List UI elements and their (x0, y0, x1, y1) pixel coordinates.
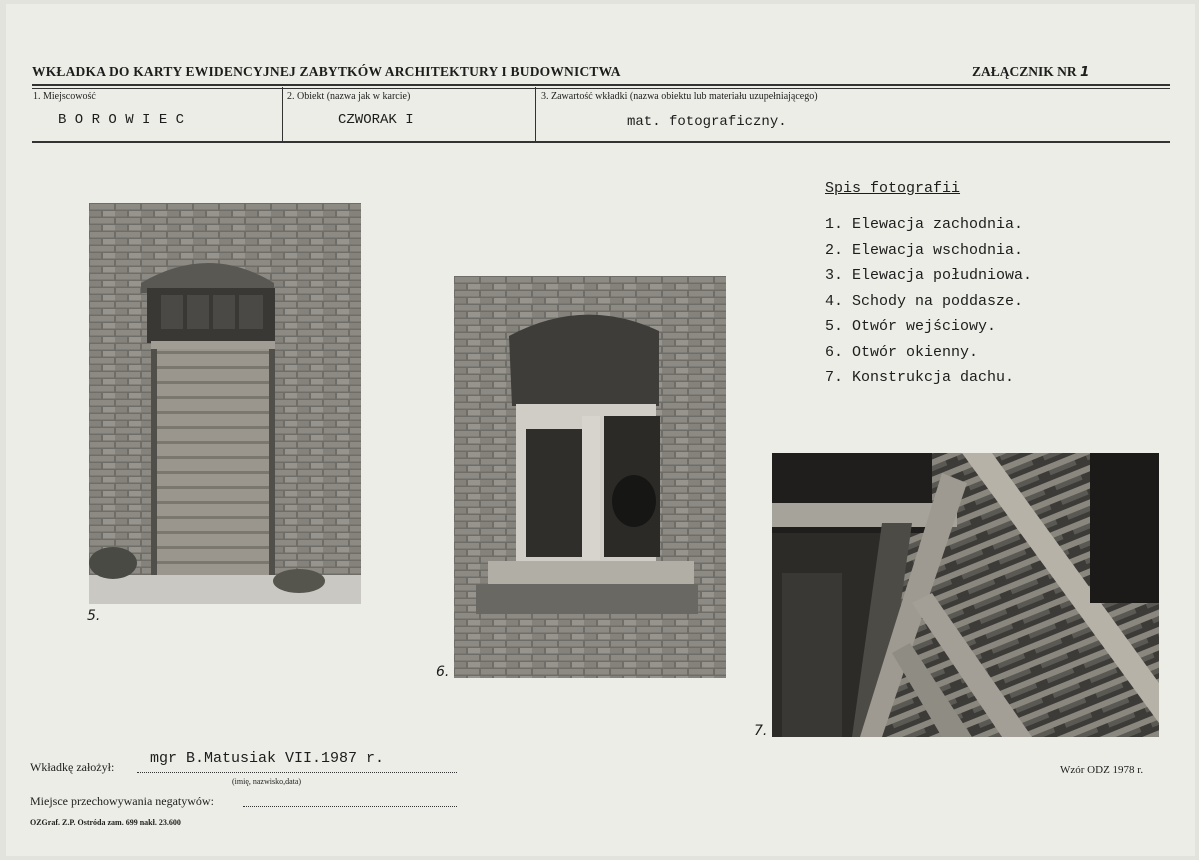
photo-list-item: 2. Elewacja wschodnia. (825, 241, 1024, 259)
photo-number-7: 7. (754, 723, 768, 739)
field-divider-1 (282, 87, 283, 141)
header-rule-top (32, 84, 1170, 86)
photo-number-5: 5. (87, 608, 101, 624)
prepared-by-line (137, 772, 457, 773)
prepared-by-label: Wkładkę założył: (30, 760, 115, 774)
photo-list-item: 7. Konstrukcja dachu. (825, 369, 1015, 386)
annex-label (972, 64, 1089, 80)
field-label-contents: 3. Zawartość wkładki (nazwa obiektu lub materiału uzupełniającego) (541, 91, 818, 102)
printer-imprint: OZGraf. Z.P. Ostróda zam. 699 nakł. 23.600 (30, 818, 181, 827)
field-divider-2 (535, 87, 536, 141)
header-rule-bottom (32, 141, 1170, 143)
photo-list-title: Spis fotografii (825, 180, 961, 197)
negatives-label: Miejsce przechowywania negatywów: (30, 794, 214, 808)
photo-list-item: 1. Elewacja zachodnia. (825, 216, 1024, 233)
photo-window (454, 276, 726, 678)
prepared-by-hint: (imię, nazwisko,data) (232, 777, 302, 786)
photo-list (825, 212, 1032, 391)
field-value-contents: mat. fotograficzny. (627, 114, 787, 130)
field-value-object: CZWORAK I (338, 112, 414, 128)
annex-label-text: ZAŁĄCZNIK NR (972, 64, 1077, 79)
photo-number-6: 6. (436, 664, 450, 680)
photo-list-item: 6. Otwór okienny. (825, 343, 979, 361)
header-rule-top-thin (32, 88, 1170, 89)
template-label: Wzór ODZ 1978 r. (1060, 764, 1144, 776)
prepared-by-value: mgr B.Matusiak VII.1987 r. (150, 750, 385, 767)
photo-list-item: 3. Elewacja południowa. (825, 267, 1033, 284)
document-title: WKŁADKA DO KARTY EWIDENCYJNEJ ZABYTKÓW ARCHITEKTURY I BUDOWNICTWA (32, 64, 621, 79)
photo-list-item: 4. Schody na poddasze. (825, 292, 1024, 310)
field-value-locality: B O R O W I E C (58, 112, 185, 128)
annex-number: 1 (1080, 64, 1090, 80)
negatives-line (243, 806, 457, 807)
photo-door (89, 203, 361, 604)
field-label-locality: 1. Miejscowość (33, 91, 96, 102)
field-label-object: 2. Obiekt (nazwa jak w karcie) (287, 91, 411, 102)
photo-list-item: 5. Otwór wejściowy. (825, 318, 997, 335)
photo-roof (772, 453, 1159, 737)
